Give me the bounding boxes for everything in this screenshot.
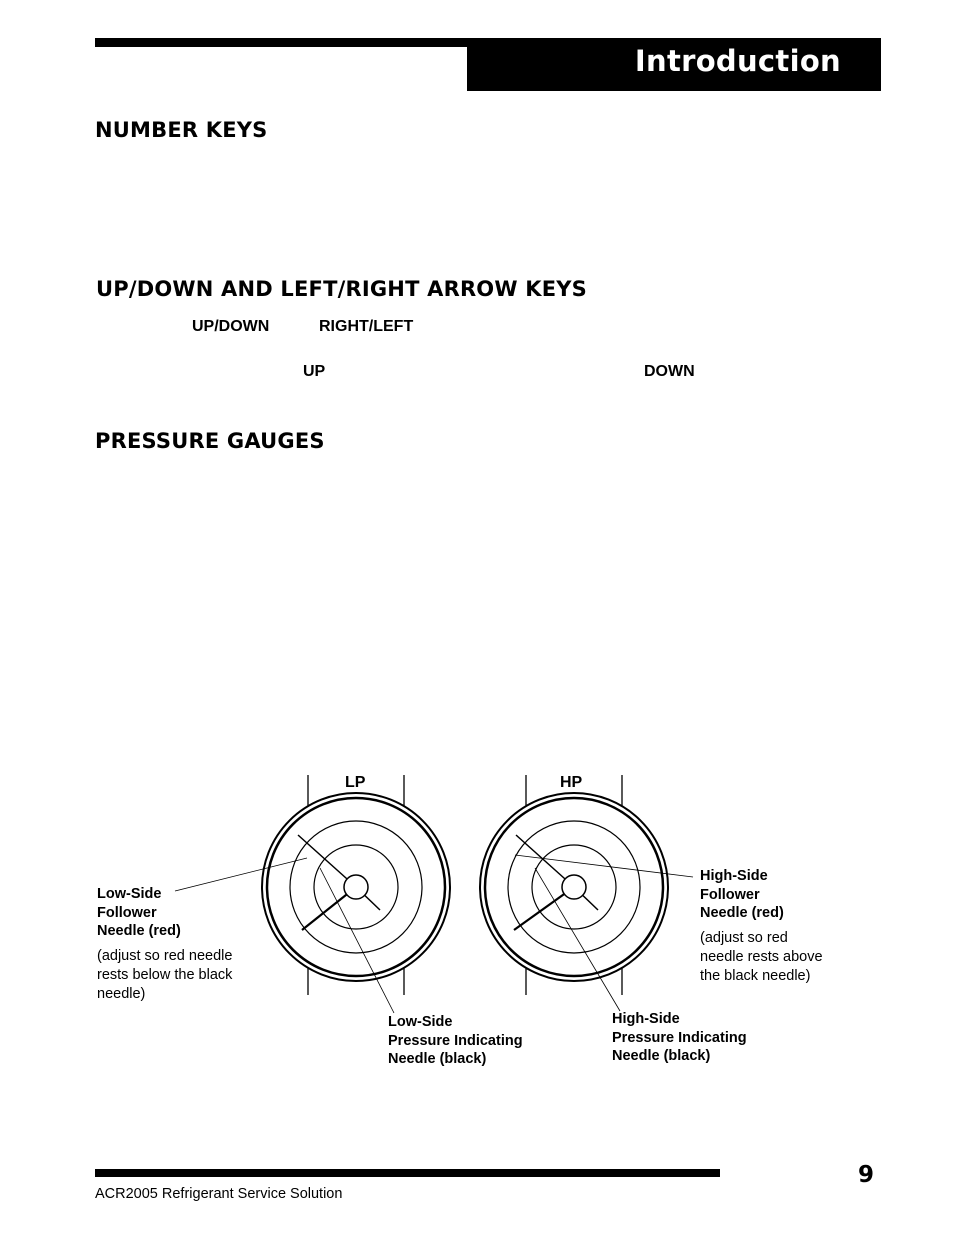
callout-note: the black needle) <box>700 967 811 984</box>
callout-line: Low-Side <box>388 1014 453 1030</box>
heading-pressure-gauges: PRESSURE GAUGES <box>95 429 325 453</box>
callout-line: Needle (red) <box>97 923 181 939</box>
callout-note: (adjust so red <box>700 929 788 946</box>
page-title: Introduction <box>634 44 841 78</box>
page-number: 9 <box>858 1162 875 1188</box>
hp-label: HP <box>560 774 583 791</box>
callout-line: Needle (black) <box>612 1048 711 1064</box>
callout-line: High-Side <box>700 868 768 884</box>
hp-gauge <box>480 793 668 981</box>
callout-note: (adjust so red needle <box>97 947 233 964</box>
heading-number-keys: NUMBER KEYS <box>95 118 268 142</box>
heading-arrow-keys: UP/DOWN AND LEFT/RIGHT ARROW KEYS <box>96 277 587 301</box>
callout-line: Needle (black) <box>388 1051 487 1067</box>
callout-line: High-Side <box>612 1011 680 1027</box>
callout-low-follower <box>97 885 232 1004</box>
lp-label: LP <box>345 774 366 791</box>
footer-product-name: ACR2005 Refrigerant Service Solution <box>95 1186 343 1202</box>
callout-line: Follower <box>700 886 760 903</box>
callout-note: needle) <box>97 985 146 1002</box>
callout-line: Pressure Indicating <box>612 1029 747 1046</box>
keyword-rightleft: RIGHT/LEFT <box>319 318 414 335</box>
callout-note: needle rests above <box>700 948 823 965</box>
callout-line: Follower <box>97 904 157 921</box>
footer-rule <box>95 1169 720 1177</box>
lp-gauge <box>262 793 450 981</box>
keyword-updown: UP/DOWN <box>192 318 270 335</box>
callout-line: Pressure Indicating <box>388 1032 523 1049</box>
keyword-up: UP <box>303 363 326 380</box>
callout-note: rests below the black <box>97 966 233 983</box>
callout-line: Needle (red) <box>700 905 784 921</box>
callout-high-follower <box>700 867 823 986</box>
callout-line: Low-Side <box>97 886 162 902</box>
callout-high-indicating <box>612 1010 747 1066</box>
callout-low-indicating <box>388 1013 523 1069</box>
keyword-down: DOWN <box>644 363 695 380</box>
